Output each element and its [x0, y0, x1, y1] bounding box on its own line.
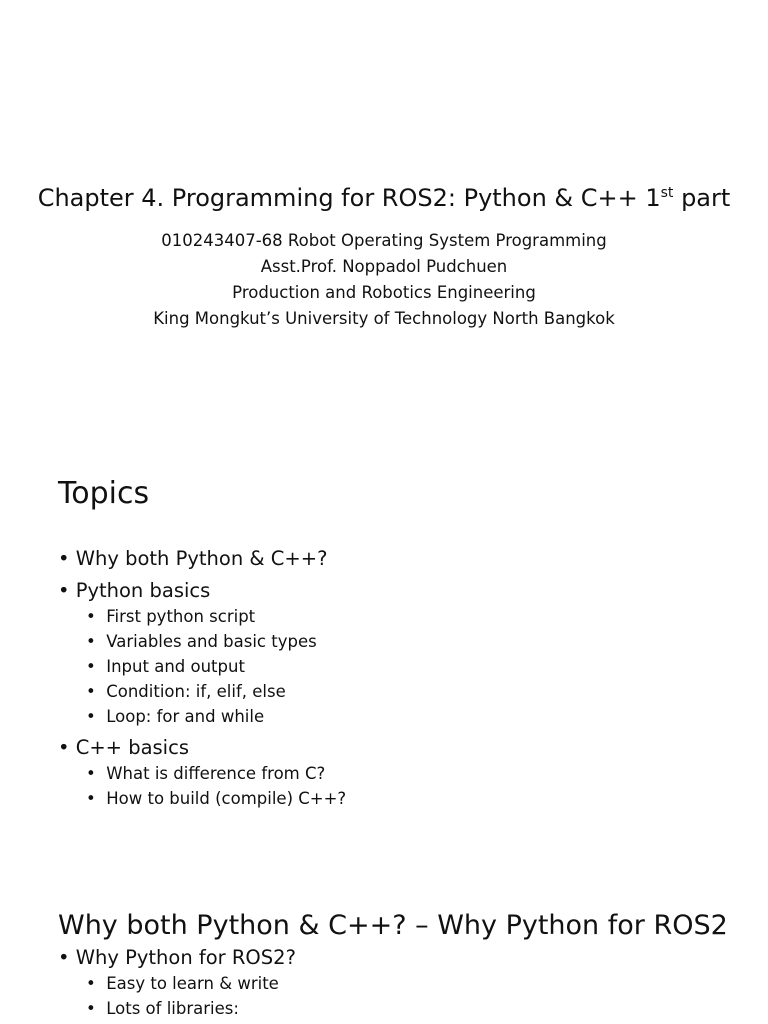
sub-list	[58, 604, 346, 729]
topics-list	[58, 546, 346, 817]
list-item	[58, 578, 346, 729]
university-line: King Mongkut’s University of Technology North Bangkok	[153, 309, 615, 328]
sub-list-item: • How to build (compile) C++?	[86, 786, 346, 811]
topics-slide	[0, 440, 768, 880]
list-item-text: • C++ basics	[58, 736, 189, 759]
list-item-text: • Why Python for ROS2?	[58, 946, 296, 969]
list-item	[58, 735, 346, 811]
chapter-title-tail: part	[673, 184, 731, 212]
sub-list	[58, 761, 346, 811]
title-slide	[0, 0, 768, 440]
sub-list-item: • Lots of libraries:	[86, 996, 296, 1021]
sub-list-item: • Variables and basic types	[86, 629, 346, 654]
instructor-line: Asst.Prof. Noppadol Pudchuen	[260, 257, 508, 276]
list-item-text: • Python basics	[58, 579, 210, 602]
list-item	[58, 546, 346, 572]
chapter-title	[0, 184, 768, 212]
department-line: Production and Robotics Engineering	[232, 283, 536, 302]
why-python-slide	[0, 880, 768, 1024]
course-code-line: 010243407-68 Robot Operating System Programming	[161, 231, 607, 250]
sub-list-item: • What is difference from C?	[86, 761, 346, 786]
subtitle-block	[0, 228, 768, 332]
why-python-list	[58, 945, 296, 1021]
list-item-text: • Why both Python & C++?	[58, 547, 327, 570]
list-item	[58, 945, 296, 1021]
sub-list-item: • Input and output	[86, 654, 346, 679]
sub-list-item: • First python script	[86, 604, 346, 629]
why-python-heading: Why both Python & C++? – Why Python for ROS2	[58, 910, 728, 941]
chapter-title-text: Chapter 4. Programming for ROS2: Python & C++ 1	[37, 184, 661, 212]
sub-list	[58, 971, 296, 1021]
topics-heading: Topics	[58, 476, 150, 511]
sub-list-item: • Condition: if, elif, else	[86, 679, 346, 704]
sub-list-item: • Easy to learn & write	[86, 971, 296, 996]
sub-list-item: • Loop: for and while	[86, 704, 346, 729]
chapter-title-superscript: st	[660, 185, 674, 201]
